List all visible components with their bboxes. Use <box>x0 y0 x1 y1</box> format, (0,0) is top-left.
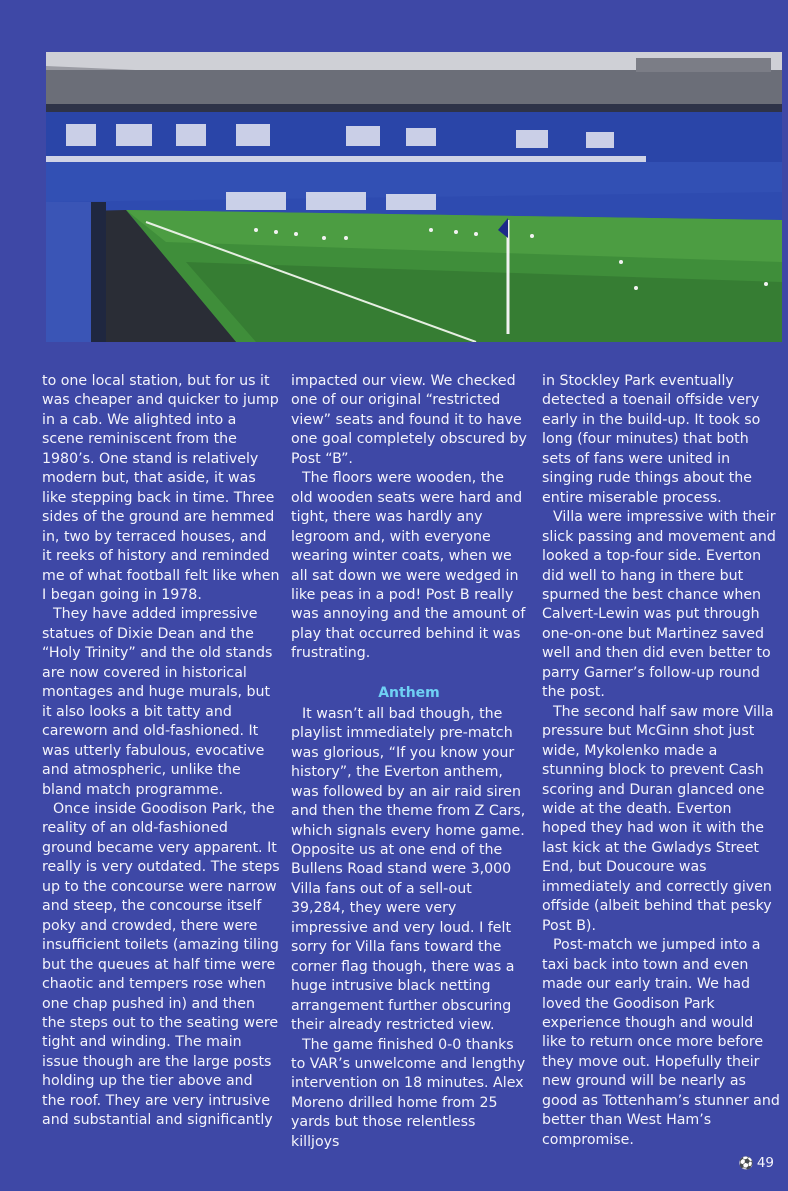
football-icon: ⚽ <box>738 1156 754 1170</box>
article-column-3 <box>542 372 780 1150</box>
article-paragraph: The second half saw more Villa pressure but McGinn shot just wide, Mykolenko made a stunning block to prevent Cash scoring and Duran glanced one wide at the death. Everton hoped they had won it with the last kick at the Gwladys Street End, but Doucoure was immediately and correctly given offside (albeit behind that pesky Post B). <box>542 703 774 934</box>
article-paragraph: The floors were wooden, the old wooden seats were hard and tight, there was hardly any legroom and, with everyone wearing winter coats, when we all sat down we were wedged in like peas in a pod! Post B really was annoying and the amount of play that occurred behind it was frustrating. <box>291 470 526 662</box>
article-paragraph: The game finished 0-0 thanks to VAR’s unwelcome and lengthy intervention on 18 minutes. Alex Moreno drilled home from 25 yards but those relentless killjoys <box>291 1036 526 1150</box>
article-paragraph: Once inside Goodison Park, the reality of an old-fashioned ground became very apparent. It really is very outdated. The steps up to the concourse were narrow and steep, the concourse itself poky and crowded, there were insufficient toilets (amazing tiling but the queues at half time were chaotic and tempers rose when one chap pushed in) and then the steps out to the seating were tight and winding. The main issue though are the large posts holding up the tier above and the roof. They are very intrusive and substantial and significantly <box>42 800 280 1129</box>
article-paragraph: impacted our view. We checked one of our original “restricted view” seats and found it to have one goal completely obscured by Post “B”. <box>291 373 527 467</box>
article-paragraph: They have added impressive statues of Dixie Dean and the “Holy Trinity” and the old stands are now covered in historical montages and huge murals, but it also looks a bit tatty and careworn and old-fashioned. It was utterly fabulous, evocative and atmospheric, unlike the bland match programme. <box>42 606 273 798</box>
page-folio <box>739 1155 774 1171</box>
stadium-photo <box>46 52 782 342</box>
article-paragraph: in Stockley Park eventually detected a toenail offside very early in the build-up. It took so long (four minutes) that both sets of fans were united in singing rude things about the entire miserable process. <box>542 373 761 506</box>
article-paragraph: to one local station, but for us it was cheaper and quicker to jump in a cab. We alighted into a scene reminiscent from the 1980’s. One stand is relatively modern but, that aside, it was like stepping back in time. Three sides of the ground are hemmed in, two by terraced houses, and it reeks of history and reminded me of what football felt like when I began going in 1978. <box>42 373 280 603</box>
article-paragraph: Post-match we jumped into a taxi back into town and even made our early train. We had loved the Goodison Park experience though and would like to return once more before they move out. Hopefully their new ground will be nearly as good as Tottenham’s stunner and better than West Ham’s compromise. <box>542 937 780 1148</box>
article-paragraph: Villa were impressive with their slick passing and movement and looked a top-four side. Everton did well to hang in there but spurned the best chance when Calvert-Lewin was put through one-on-one but Martinez saved well and then did even better to parry Garner’s follow-up round the post. <box>542 509 776 701</box>
article-paragraph: It wasn’t all bad though, the playlist immediately pre-match was glorious, “If you know your history”, the Everton anthem, was followed by an air raid siren and then the theme from Z Cars, which signals every home game. Opposite us at one end of the Bullens Road stand were 3,000 Villa fans out of a sell-out 39,284, they were very impressive and very loud. I felt sorry for Villa fans toward the corner flag though, there was a huge intrusive black netting arrangement further obscuring their already restricted view. <box>291 705 526 1034</box>
page-number: 49 <box>756 1155 774 1171</box>
article-column-2 <box>291 372 527 1152</box>
section-subheading: Anthem <box>378 684 440 701</box>
article-column-1 <box>42 372 280 1131</box>
